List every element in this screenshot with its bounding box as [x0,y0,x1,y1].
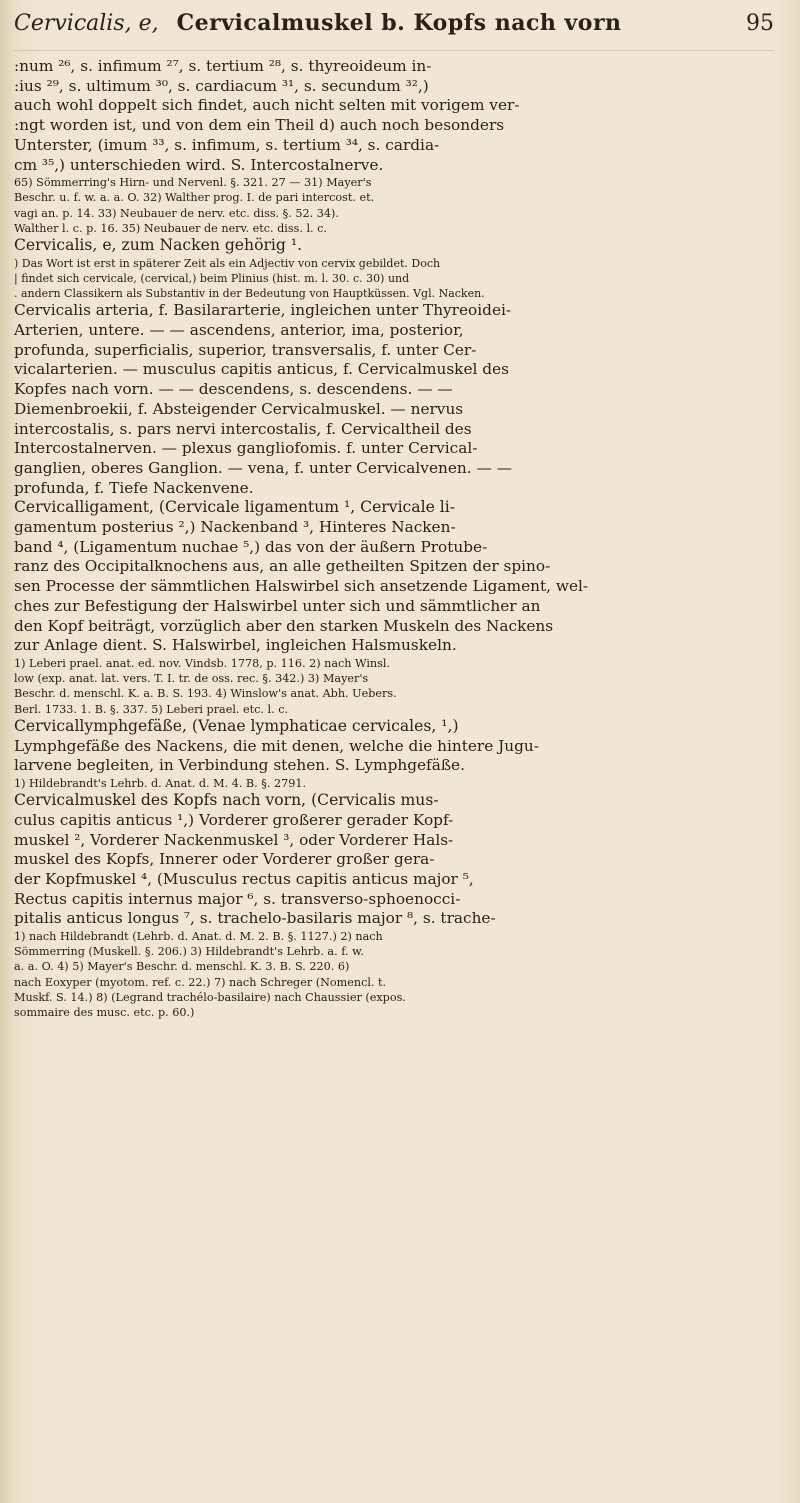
footnote-line: | findet sich cervicale, (cervical,) beim Plinius (hist. m. l. 30. c. 30) und [14,271,410,285]
text-line: Diemenbroekii, f. Absteigender Cervicalmuskel. — nervus [14,399,464,418]
text-line: :ngt worden ist, und von dem ein Theil d) auch noch besonders [14,116,505,135]
text-line: profunda, f. Tiefe Nackenvene. [14,478,254,497]
text-line: muskel des Kopfs, Innerer oder Vorderer großer gera- [14,850,435,869]
page-body [14,57,774,1020]
footnote-line: Walther l. c. p. 16. 35) Neubauer de nerv. etc. diss. l. c. [14,221,327,235]
text-line: larvene begleiten, in Verbindung stehen. S. Lymphgefäße. [14,756,465,775]
text-line: pitalis anticus longus ⁷, s. trachelo-basilaris major ⁸, s. trache- [14,909,496,928]
text-line: der Kopfmuskel ⁴, (Musculus rectus capitis anticus major ⁵, [14,869,474,888]
footnote-line: Muskf. S. 14.) 8) (Legrand trachélo-basilaire) nach Chaussier (expos. [14,990,406,1004]
running-title-left: Cervicalis, e, [14,11,159,36]
text-line: Rectus capitis internus major ⁶, s. transverso-sphoenocci- [14,889,461,908]
footnote-line: 65) Sömmerring's Hirn- und Nervenl. §. 321. 27 — 31) Mayer's [14,176,372,190]
text-line: auch wohl doppelt sich findet, auch nicht selten mit vorigem ver- [14,96,520,115]
footnote-line: a. a. O. 4) 5) Mayer's Beschr. d. menschl. K. 3. B. S. 220. 6) [14,960,350,974]
text-line: profunda, superficialis, superior, transversalis, f. unter Cer- [14,340,477,359]
text-line: ranz des Occipitalknochens aus, an alle getheilten Spitzen der spino- [14,557,551,576]
footnote-line: 1) nach Hildebrandt (Lehrb. d. Anat. d. M. 2. B. §. 1127.) 2) nach [14,930,383,944]
text-line: sen Processe der sämmtlichen Halswirbel sich ansetzende Ligament, wel- [14,577,589,596]
text-line: zur Anlage dient. S. Halswirbel, ingleichen Halsmuskeln. [14,636,457,655]
text-line: ganglien, oberes Ganglion. — vena, f. unter Cervicalvenen. — — [14,458,512,477]
text-line: vicalarterien. — musculus capitis anticus, f. Cervicalmuskel des [14,360,509,379]
text-line: Arterien, untere. — — ascendens, anterior, ima, posterior, [14,321,464,340]
text-line: ches zur Befestigung der Halswirbel unter sich und sämmtlicher an [14,596,541,615]
running-header [14,10,774,51]
footnote-line: vagi an. p. 14. 33) Neubauer de nerv. etc. diss. §. 52. 34). [14,206,339,220]
page-number: 95 [746,11,774,36]
text-line: Cervicalis, e, zum Nacken gehörig ¹. [14,236,303,255]
footnote-line: . andern Classikern als Substantiv in der Bedeutung von Hauptküssen. Vgl. Nacken. [14,287,485,301]
footnote-line: Berl. 1733. 1. B. §. 337. 5) Leberi prael. etc. l. c. [14,702,289,716]
text-line: Kopfes nach vorn. — — descendens, s. descendens. — — [14,380,453,399]
footnote-line: nach Eoxyper (myotom. ref. c. 22.) 7) nach Schreger (Nomencl. t. [14,975,387,989]
text-line: Cervicalmuskel des Kopfs nach vorn, (Cervicalis mus- [14,791,439,810]
footnote-line: low (exp. anat. lat. vers. T. I. tr. de oss. rec. §. 342.) 3) Mayer's [14,672,369,686]
footnote-line: Beschr. d. menschl. K. a. B. S. 193. 4) Winslow's anat. Abh. Uebers. [14,687,397,701]
text-line: Cervicalis arteria, f. Basilararterie, ingleichen unter Thyreoidei- [14,301,512,320]
text-line: Unterster, (imum ³³, s. infimum, s. tertium ³⁴, s. cardia- [14,135,440,154]
text-line: :num ²⁶, s. infimum ²⁷, s. tertium ²⁸, s. thyreoideum in- [14,57,432,75]
text-line: :ius ²⁹, s. ultimum ³⁰, s. cardiacum ³¹, s. secundum ³²,) [14,76,429,95]
text-line: cm ³⁵,) unterschieden wird. S. Intercostalnerve. [14,155,384,174]
text-line: culus capitis anticus ¹,) Vorderer großerer gerader Kopf- [14,810,454,829]
text-line: den Kopf beiträgt, vorzüglich aber den starken Muskeln des Nackens [14,616,554,635]
text-line: Intercostalnerven. — plexus gangliofomis. f. unter Cervical- [14,439,478,458]
running-title-center: Cervicalmuskel b. Kopfs nach vorn [176,10,622,36]
footnote-line: sommaire des musc. etc. p. 60.) [14,1006,195,1020]
text-line: gamentum posterius ²,) Nackenband ³, Hinteres Nacken- [14,518,456,537]
footnote-line: Sömmerring (Muskell. §. 206.) 3) Hildebrandt's Lehrb. a. f. w. [14,945,364,959]
text-line: intercostalis, s. pars nervi intercostalis, f. Cervicaltheil des [14,419,472,438]
text-line: Cervicallymphgefäße, (Venae lymphaticae cervicales, ¹,) [14,716,459,735]
text-line: muskel ², Vorderer Nackenmuskel ³, oder Vorderer Hals- [14,830,454,849]
footnote-line: 1) Hildebrandt's Lehrb. d. Anat. d. M. 4. B. §. 2791. [14,776,307,790]
text-line: Lymphgefäße des Nackens, die mit denen, welche die hintere Jugu- [14,736,539,755]
text-line: band ⁴, (Ligamentum nuchae ⁵,) das von der äußern Protube- [14,537,488,556]
footnote-line: ) Das Wort ist erst in späterer Zeit als ein Adjectiv von cervix gebildet. Doch [14,256,441,270]
text-line: Cervicalligament, (Cervicale ligamentum ¹, Cervicale li- [14,498,456,517]
footnote-line: Beschr. u. f. w. a. a. O. 32) Walther prog. I. de pari intercost. et. [14,191,375,205]
footnote-line: 1) Leberi prael. anat. ed. nov. Vindsb. 1778, p. 116. 2) nach Winsl. [14,657,391,670]
